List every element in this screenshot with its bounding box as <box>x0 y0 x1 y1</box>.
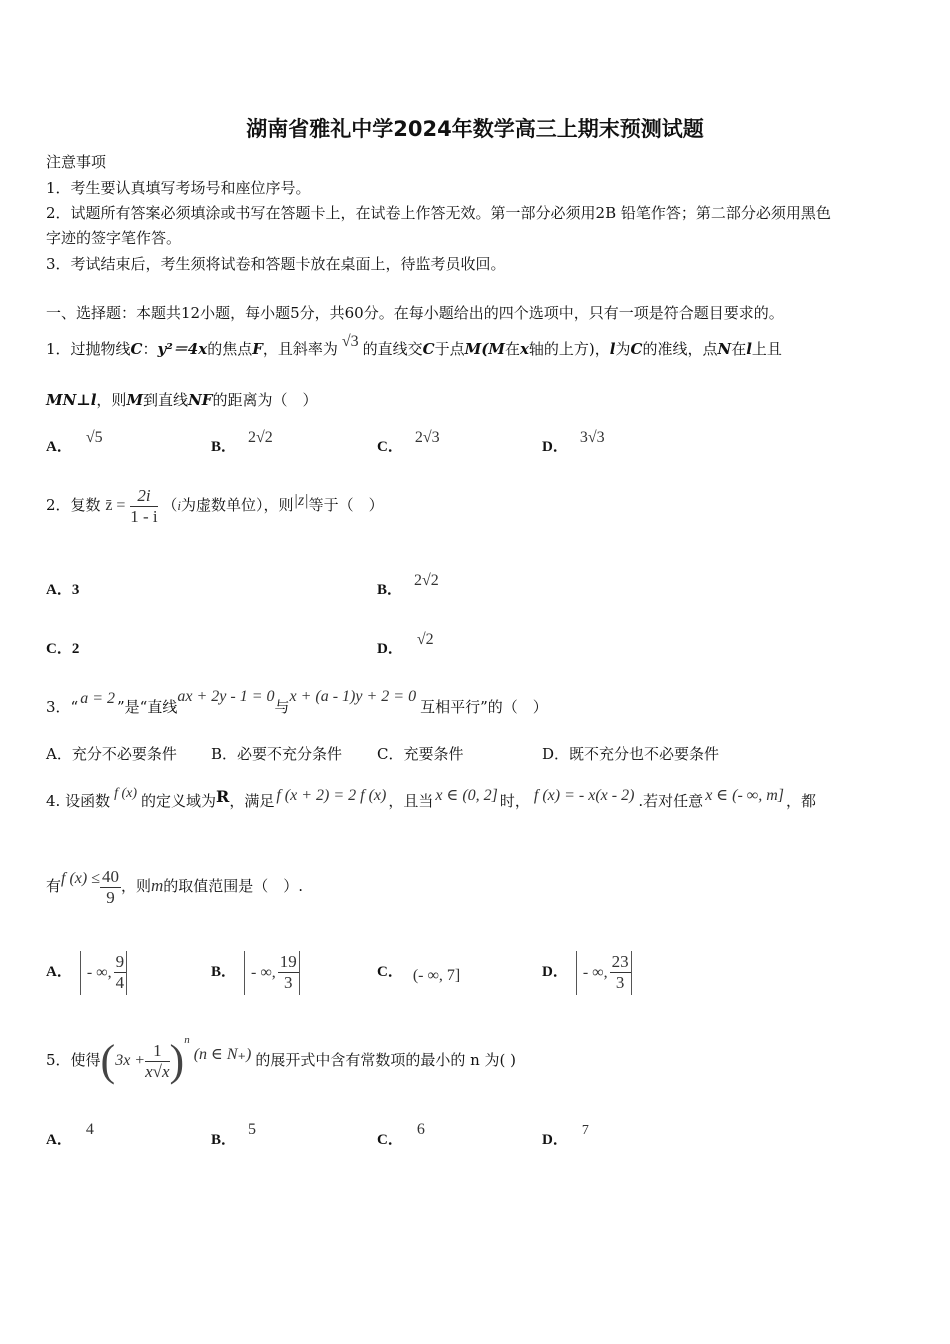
q3-option-b[interactable]: B．必要不充分条件 <box>211 745 343 763</box>
q5-cond: (n ∈ N₊) <box>193 1046 252 1063</box>
q5-text: 的展开式中含有常数项的最小的 n 为( ) <box>255 1051 516 1069</box>
option-label: B． <box>211 964 237 980</box>
q4-text: 时， <box>499 792 530 810</box>
paren-close: ) <box>169 1036 185 1085</box>
notice-item: 1．考生要认真填写考场号和座位序号。 <box>46 179 311 197</box>
option-label: C． <box>377 964 403 980</box>
q4-text: ，则 <box>121 877 152 895</box>
option-fraction <box>610 952 631 993</box>
q1-option-d[interactable] <box>542 429 605 456</box>
q2-option-d[interactable] <box>377 631 434 658</box>
q4-eq2: f (x) = - x(x - 2) <box>533 787 635 804</box>
q1-option-c[interactable] <box>377 429 440 456</box>
question-1-line-2 <box>46 389 317 410</box>
q2-option-a[interactable] <box>46 578 79 599</box>
paren-open: ( <box>100 1036 116 1085</box>
q4-fx: f (x) <box>114 786 138 801</box>
notice-item: 2．试题所有答案必须填涂或书写在答题卡上，在试卷上作答无效。第一部分必须用2B 铅笔作答；第二部分必须用黑色 <box>46 204 831 222</box>
q1-text: 在 <box>504 340 520 358</box>
q1-text: 1．过抛物线 <box>46 340 131 358</box>
option-label: D． <box>542 964 568 980</box>
question-3 <box>46 688 548 717</box>
q1-text: F <box>252 340 263 358</box>
option-label: B． <box>211 439 237 455</box>
question-1-line-1 <box>46 333 782 359</box>
bracket-close <box>126 951 127 995</box>
option-label: D． <box>542 1132 568 1148</box>
q4-m: m <box>151 876 164 895</box>
option-label: D． <box>377 641 403 657</box>
q5-exp: n <box>184 1034 190 1046</box>
q1-option-a[interactable] <box>46 429 103 456</box>
notice-item: 字迹的签字笔作答。 <box>46 229 182 247</box>
q1-text: ，且斜率为 <box>262 340 338 358</box>
q2-text: （ <box>162 496 178 514</box>
q3-text: 与 <box>274 698 290 716</box>
option-num: 19 <box>279 952 297 972</box>
option-den: 4 <box>115 973 125 993</box>
option-label: A． <box>46 439 72 455</box>
bracket-close <box>631 951 632 995</box>
q2-option-c[interactable] <box>46 637 79 658</box>
option-value: 7 <box>581 1123 589 1138</box>
q2-absz: |z| <box>293 492 309 509</box>
page-title: 湖南省雅礼中学2024年数学高三上期末预测试题 <box>246 117 704 141</box>
q4-dom: x ∈ (0, 2] <box>435 787 498 804</box>
q1-text: 的焦点 <box>207 340 253 358</box>
q1-option-b[interactable] <box>211 429 273 456</box>
option-value: 4 <box>85 1121 94 1138</box>
q2-i: i <box>177 498 182 513</box>
q4-text: ，都 <box>785 792 816 810</box>
q4-option-d[interactable] <box>542 948 632 996</box>
q1-text: 的准线，点 <box>642 340 718 358</box>
q4-text: 有 <box>46 877 62 895</box>
q5-option-c[interactable] <box>377 1121 425 1149</box>
q5-den: x√x <box>145 1061 170 1081</box>
option-value: - ∞, <box>582 963 608 981</box>
option-num: 23 <box>611 952 629 972</box>
option-label: A． <box>46 964 72 980</box>
option-den: 3 <box>284 973 293 993</box>
q1-text: 为 <box>615 340 631 358</box>
q1-text: C <box>130 340 143 358</box>
q2-fraction <box>130 486 157 527</box>
q1-text: N <box>717 340 732 358</box>
q1-text: y²＝4x <box>157 340 208 358</box>
q3-cond: a = 2 <box>80 690 116 707</box>
q5-fraction <box>145 1041 169 1082</box>
q1-text: ，则 <box>96 391 127 409</box>
q2-text: 为虚数单位），则 <box>181 496 294 514</box>
option-label: A．3 <box>46 582 80 598</box>
option-fraction <box>114 952 127 993</box>
q1-text: M(M <box>464 340 505 358</box>
q1-text: MN⊥l <box>46 391 97 409</box>
bracket-close <box>299 951 300 995</box>
option-label: A． <box>46 1132 72 1148</box>
option-value: 3√3 <box>579 429 605 446</box>
q3-line-a: ax + 2y - 1 = 0 <box>177 688 275 705</box>
option-value: 2√2 <box>414 572 439 589</box>
question-5 <box>46 1032 516 1088</box>
option-value: 2√2 <box>248 429 273 446</box>
q4-dom2: x ∈ (- ∞, m] <box>705 787 784 804</box>
q1-text: 上且 <box>751 340 782 358</box>
q4-text: 4. 设函数 <box>46 792 111 810</box>
option-label: B． <box>377 582 403 598</box>
option-den: 3 <box>615 973 625 993</box>
q1-text: x <box>519 340 529 358</box>
q4-R: R <box>216 787 230 806</box>
q2-text: 2．复数 <box>46 496 101 514</box>
option-label: D． <box>542 439 568 455</box>
q5-num: 1 <box>145 1041 169 1062</box>
option-value: - ∞, <box>251 963 276 981</box>
notice-item: 3．考试结束后，考生须将试卷和答题卡放在桌面上，待监考员收回。 <box>46 255 506 273</box>
option-value: √5 <box>85 429 103 446</box>
q2-text: 等于（ ） <box>308 496 384 514</box>
q4-option-c[interactable] <box>377 948 460 996</box>
q1-text: ： <box>142 340 158 358</box>
q1-text: C <box>422 340 435 358</box>
q4-option-a[interactable] <box>46 948 127 996</box>
q5-option-a[interactable] <box>46 1121 94 1149</box>
q1-text: 在 <box>731 340 747 358</box>
q4-text: 的定义域为 <box>141 792 217 810</box>
question-4-line-1 <box>46 786 816 811</box>
q4-ineq-fraction <box>100 867 121 908</box>
option-label: C． <box>377 1132 403 1148</box>
q5-text: 5．使得 <box>46 1051 101 1069</box>
q1-text: NF <box>188 391 213 409</box>
option-num: 9 <box>115 952 125 972</box>
q2-num: 2i <box>130 486 157 507</box>
section-heading: 一、选择题：本题共12小题，每小题5分，共60分。在每小题给出的四个选项中，只有一项是符合题目要求的。 <box>46 304 784 322</box>
q1-text: 的距离为（ ） <box>212 391 318 409</box>
question-2 <box>46 480 384 530</box>
q1-text: l <box>746 340 752 358</box>
q1-text: 的直线交 <box>362 340 423 358</box>
q3-option-c[interactable]: C．充要条件 <box>377 745 464 763</box>
q4-text: 的取值范围是（ ）. <box>163 877 304 895</box>
option-value: 5 <box>248 1121 257 1138</box>
q4-ineq-num: 40 <box>102 866 119 886</box>
q4-ineq: f (x) ≤ <box>61 870 100 887</box>
q3-option-d[interactable]: D．既不充分也不必要条件 <box>542 745 720 763</box>
q1-text: M <box>126 391 144 409</box>
q4-eq1: f (x + 2) = 2 f (x) <box>276 787 387 804</box>
option-label: C．2 <box>46 641 80 657</box>
question-4-line-2 <box>46 864 303 908</box>
q5-option-b[interactable] <box>211 1121 257 1149</box>
option-label: C． <box>377 439 403 455</box>
option-value: 2√3 <box>414 429 440 446</box>
q3-option-a[interactable]: A．充分不必要条件 <box>46 745 177 763</box>
notice-heading: 注意事项 <box>46 153 107 171</box>
q1-text: 到直线 <box>143 391 189 409</box>
q4-ineq-den: 9 <box>106 887 115 907</box>
q4-option-b[interactable] <box>211 948 300 996</box>
option-value: 6 <box>416 1121 425 1138</box>
q4-text: .若对任意 <box>638 792 704 810</box>
q3-text: ”是“直线 <box>117 698 178 716</box>
q2-den: 1 - i <box>130 506 158 526</box>
q1-text: C <box>630 340 643 358</box>
option-label: B． <box>211 1132 237 1148</box>
q3-text: 互相平行”的（ ） <box>420 698 548 716</box>
q5-term: 3x + <box>115 1052 146 1069</box>
option-value: √2 <box>416 631 434 648</box>
q1-text: 轴的上方)， <box>528 340 610 358</box>
q2-option-b[interactable] <box>377 572 439 599</box>
option-value: (- ∞, 7] <box>412 967 461 984</box>
q1-text: l <box>609 340 616 358</box>
q4-text: ，且当 <box>388 792 434 810</box>
q3-text: 3．“ <box>46 698 79 716</box>
q2-zbar: z̄ = <box>105 497 126 514</box>
q4-text: ，满足 <box>229 792 275 810</box>
q3-line-b: x + (a - 1)y + 2 = 0 <box>289 688 417 705</box>
q1-slope: √3 <box>341 333 359 350</box>
option-value: - ∞, <box>86 963 112 981</box>
option-fraction <box>278 952 299 993</box>
q1-text: 于点 <box>434 340 465 358</box>
q5-option-d[interactable] <box>542 1123 589 1149</box>
